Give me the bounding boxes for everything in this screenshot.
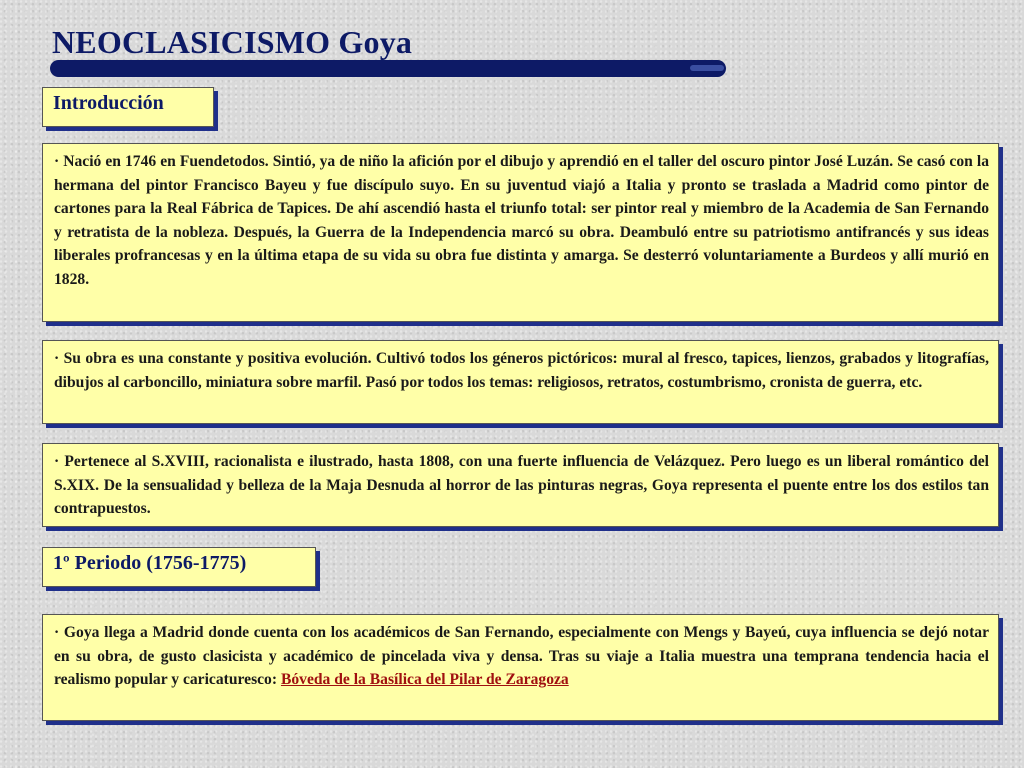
period-paragraph-text: · Goya llega a Madrid donde cuenta con los académicos de San Fernando, especialmente con Mengs y Bayeú, cuya influencia se dejó notar en su obra, de gusto clasicista y académico de pincelada viva y densa. Tras su viaje a Italia muestra una temprana tendencia hacia el realismo popular y caricaturesco: — [54, 624, 989, 688]
period-heading-box — [42, 547, 316, 587]
era-paragraph: · Pertenece al S.XVIII, racionalista e ilustrado, hasta 1808, con una fuerte influencia de Velázquez. Pero luego es un liberal romántico del S.XIX. De la sensualidad y belleza de la Maja Desnuda al horror de las pinturas negras, Goya representa el puente entre los dos estilos tan contrapuestos. — [54, 453, 989, 517]
work-paragraph-box — [42, 340, 999, 424]
biography-paragraph-box — [42, 143, 999, 322]
intro-heading: Introducción — [53, 92, 164, 114]
period-paragraph — [43, 615, 998, 692]
intro-heading-box — [42, 87, 214, 127]
era-paragraph-box — [42, 443, 999, 527]
work-paragraph: · Su obra es una constante y positiva evolución. Cultivó todos los géneros pictóricos: mural al fresco, tapices, lienzos, grabados y litografías, dibujos al carboncillo, miniatura sobre marfil. Pasó por todos los temas: religiosos, retratos, costumbrismo, cronista de guerra, etc. — [54, 350, 989, 391]
biography-paragraph: · Nació en 1746 en Fuendetodos. Sintió, ya de niño la afición por el dibujo y aprendió en el taller del oscuro pintor José Luzán. Se casó con la hermana del pintor Francisco Bayeu y fue discípulo suyo. En su juventud viajó a Italia y pronto se traslada a Madrid como pintor de cartones para la Real Fábrica de Tapices. De ahí ascendió hasta el triunfo total: ser pintor real y miembro de la Academia de San Fernando y retratista de la nobleza. Después, la Guerra de la Independencia marcó su obra. Deambuló entre su patriotismo antifrancés y sus ideas liberales profrancesas y en la última etapa de su vida su obra fue distinta y amarga. Se desterró voluntariamente a Burdeos y allí murió en 1828. — [54, 153, 989, 288]
period-paragraph-box — [42, 614, 999, 721]
title-underline-bar — [50, 60, 726, 77]
page-title: NEOCLASICISMO Goya — [52, 24, 413, 60]
period-heading: 1º Periodo (1756-1775) — [53, 552, 247, 574]
boveda-pilar-link[interactable]: Bóveda de la Basílica del Pilar de Zaragoza — [280, 671, 569, 688]
